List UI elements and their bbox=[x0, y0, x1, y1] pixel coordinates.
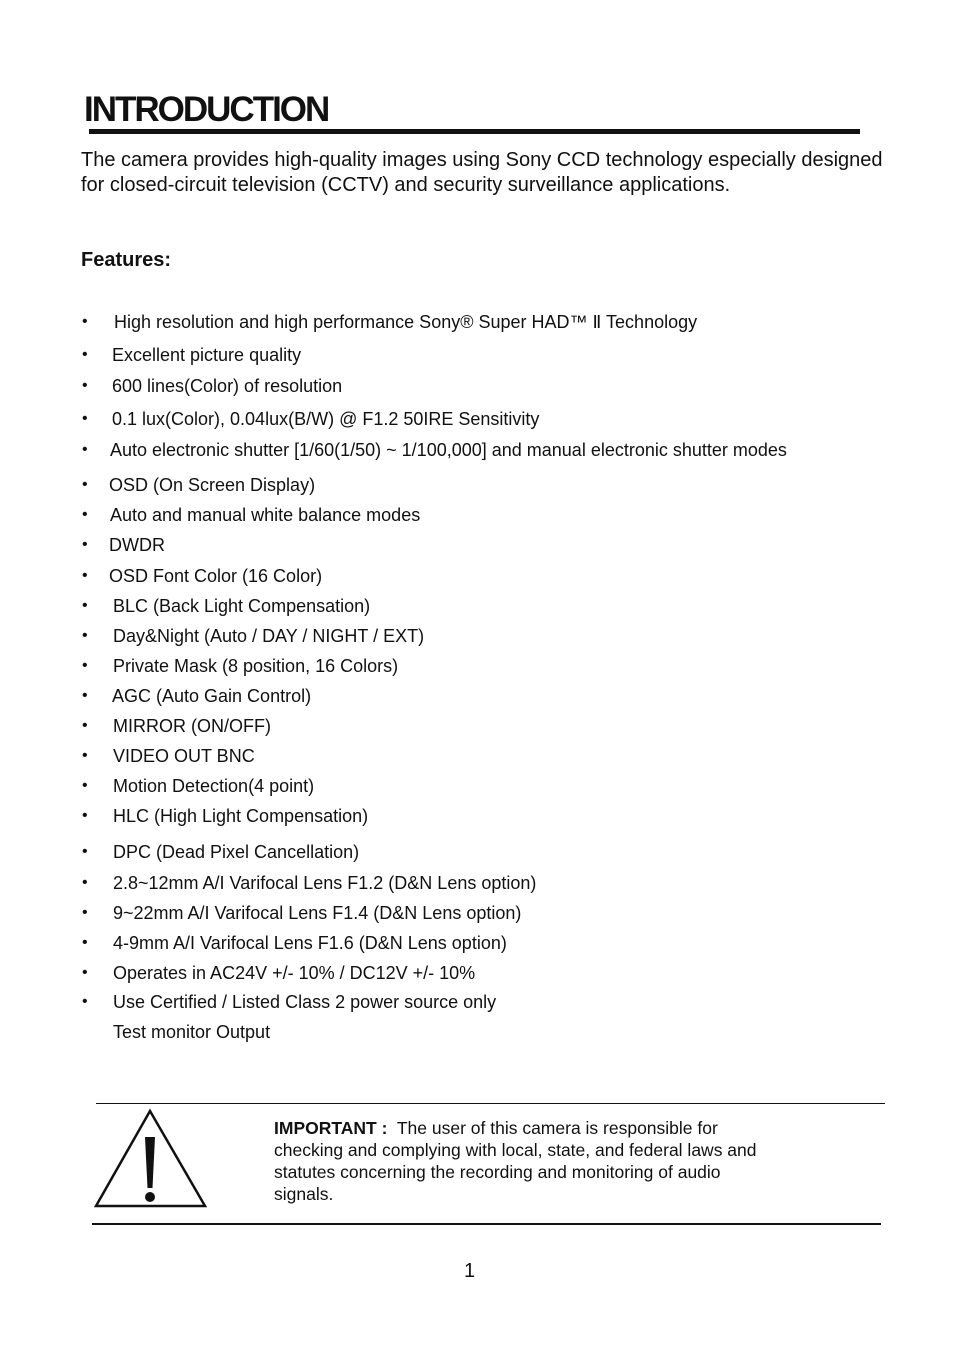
bullet-icon: • bbox=[82, 934, 88, 951]
title-underline bbox=[89, 129, 860, 134]
feature-text: Private Mask (8 position, 16 Colors) bbox=[113, 656, 399, 676]
bullet-icon: • bbox=[82, 993, 88, 1010]
intro-paragraph: The camera provides high-quality images using Sony CCD technology especially designed for closed-circuit television (CCTV) and security surveillance applications. bbox=[81, 149, 883, 196]
notice-bottom-rule bbox=[92, 1223, 881, 1225]
feature-text: HLC (High Light Compensation) bbox=[113, 806, 369, 826]
bullet-icon: • bbox=[82, 627, 88, 644]
important-notice bbox=[274, 1117, 784, 1205]
features-heading: Features: bbox=[81, 249, 172, 271]
bullet-icon: • bbox=[82, 313, 88, 330]
bullet-icon: • bbox=[82, 441, 88, 458]
feature-text: 600 lines(Color) of resolution bbox=[112, 376, 343, 396]
important-text: The user of this camera is responsible for checking and complying with local, state, and federal laws and statutes concerning the recording and monitoring of audio signals. bbox=[274, 1118, 757, 1204]
feature-text: Auto and manual white balance modes bbox=[110, 505, 421, 525]
feature-text: Operates in AC24V +/- 10% / DC12V +/- 10% bbox=[113, 963, 476, 983]
bullet-icon: • bbox=[82, 717, 88, 734]
bullet-icon: • bbox=[82, 964, 88, 981]
bullet-icon: • bbox=[82, 506, 88, 523]
bullet-icon: • bbox=[82, 843, 88, 860]
feature-text: OSD Font Color (16 Color) bbox=[109, 566, 323, 586]
feature-text: MIRROR (ON/OFF) bbox=[113, 716, 271, 736]
bullet-icon: • bbox=[82, 747, 88, 764]
bullet-icon: • bbox=[82, 536, 88, 553]
warning-triangle-icon bbox=[93, 1108, 208, 1210]
page-number: 1 bbox=[463, 1260, 476, 1282]
bullet-icon: • bbox=[82, 777, 88, 794]
feature-text: Auto electronic shutter [1/60(1/50) ~ 1/100,000] and manual electronic shutter modes bbox=[110, 440, 787, 460]
feature-text: AGC (Auto Gain Control) bbox=[112, 686, 312, 706]
feature-text: 4-9mm A/I Varifocal Lens F1.6 (D&N Lens option) bbox=[113, 933, 507, 953]
important-label: IMPORTANT : bbox=[274, 1118, 388, 1138]
feature-text: 9~22mm A/I Varifocal Lens F1.4 (D&N Lens option) bbox=[113, 903, 522, 923]
bullet-icon: • bbox=[82, 807, 88, 824]
feature-text: 2.8~12mm A/I Varifocal Lens F1.2 (D&N Lens option) bbox=[113, 873, 537, 893]
bullet-icon: • bbox=[82, 410, 88, 427]
bullet-icon: • bbox=[82, 687, 88, 704]
feature-text: Motion Detection(4 point) bbox=[113, 776, 315, 796]
feature-text: VIDEO OUT BNC bbox=[113, 746, 255, 766]
feature-text: DPC (Dead Pixel Cancellation) bbox=[113, 842, 360, 862]
bullet-icon: • bbox=[82, 346, 88, 363]
bullet-icon: • bbox=[82, 597, 88, 614]
bullet-icon: • bbox=[82, 904, 88, 921]
bullet-icon: • bbox=[82, 377, 88, 394]
feature-text: BLC (Back Light Compensation) bbox=[113, 596, 371, 616]
bullet-icon: • bbox=[82, 476, 88, 493]
bullet-icon: • bbox=[82, 874, 88, 891]
page-title: INTRODUCTION bbox=[84, 90, 329, 129]
feature-text: OSD (On Screen Display) bbox=[109, 475, 316, 495]
feature-text: 0.1 lux(Color), 0.04lux(B/W) @ F1.2 50IRE Sensitivity bbox=[112, 409, 540, 429]
feature-text: DWDR bbox=[109, 535, 165, 555]
test-monitor-output-line: Test monitor Output bbox=[113, 1022, 271, 1042]
bullet-icon: • bbox=[82, 657, 88, 674]
bullet-icon: • bbox=[82, 567, 88, 584]
feature-text: Day&Night (Auto / DAY / NIGHT / EXT) bbox=[113, 626, 425, 646]
notice-top-rule bbox=[96, 1103, 885, 1104]
feature-text: Excellent picture quality bbox=[112, 345, 302, 365]
feature-text: Use Certified / Listed Class 2 power source only bbox=[113, 992, 497, 1012]
feature-text: High resolution and high performance Sony® Super HAD™ Ⅱ Technology bbox=[114, 312, 698, 332]
